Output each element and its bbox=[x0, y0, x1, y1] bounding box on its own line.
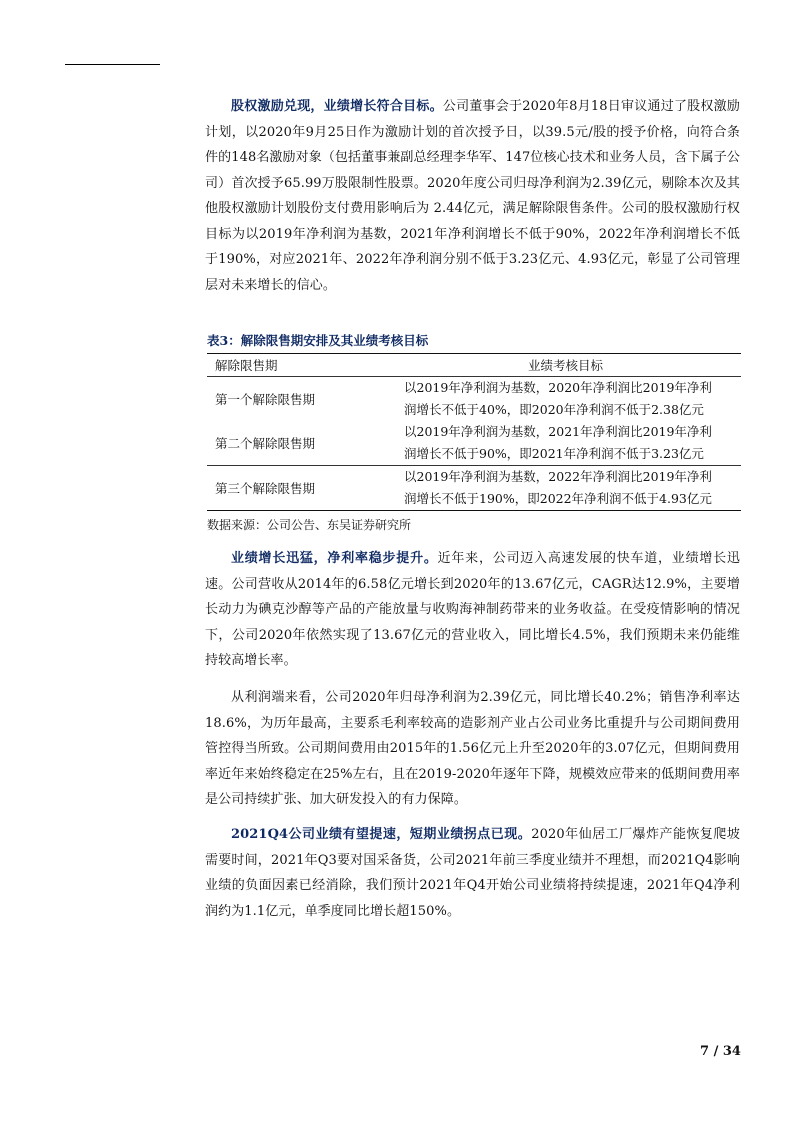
table-cell-stage: 第一个解除限售期 bbox=[215, 392, 316, 407]
page-number: 7 / 34 bbox=[700, 1044, 741, 1059]
table-header-row bbox=[207, 354, 741, 377]
target-line: 以2019年净利润为基数，2022年净利润比2019年净利 bbox=[404, 469, 712, 484]
table-row bbox=[207, 377, 741, 422]
header-rule bbox=[65, 64, 160, 65]
paragraph-body: 从利润端来看，公司2020年归母净利润为2.39亿元，同比增长40.2%；销售净利率达18.6%，为历年最高，主要系毛利率较高的造影剂产业占公司业务比重提升与公司期间费用管控得当所致。公司期间费用由2015年的1.56亿元上升至2020年的3.07亿元，但期间费用率近年来始终稳定在25%左右，且在2019-2020年逐年下降，规模效应带来的低期间费用率是公司持续扩张、加大研发投入的有力保障。 bbox=[205, 690, 740, 807]
performance-target-table bbox=[207, 353, 741, 511]
table-title: 表3：解除限售期安排及其业绩考核目标 bbox=[207, 333, 429, 348]
column-header-target: 业绩考核目标 bbox=[390, 354, 741, 377]
target-line: 润增长不低于90%，即2021年净利润不低于3.23亿元 bbox=[404, 446, 704, 461]
table-cell-target bbox=[390, 421, 741, 466]
table-cell-target bbox=[390, 377, 741, 422]
paragraph-revenue-growth bbox=[205, 546, 740, 674]
paragraph-body: 2020年仙居工厂爆炸产能恢复爬坡需要时间，2021年Q3要对国采备货，公司2021年前三季度业绩并不理想，而2021Q4影响业绩的负面因素已经消除，我们预计2021年Q4开始公司业绩将持续提速，2021年Q4净利润约为1.1亿元，单季度同比增长超150%。 bbox=[205, 827, 740, 919]
target-line: 润增长不低于40%，即2020年净利润不低于2.38亿元 bbox=[404, 402, 704, 417]
target-line: 润增长不低于190%，即2022年净利润不低于4.93亿元 bbox=[404, 491, 712, 506]
paragraph-body: 公司董事会于2020年8月18日审议通过了股权激励计划，以2020年9月25日作为激励计划的首次授予日，以39.5元/股的授予价格，向符合条件的148名激励对象（包括董事兼副总经理李华军、147位核心技术和业务人员，含下属子公司）首次授予65.99万股限制性股票。2020年度公司归母净利润为2.39亿元，剔除本次及其他股权激励计划股份支付费用影响后为 2.44亿元，满足解除限售条件。公司的股权激励行权目标为以2019年净利润为基数，2021年净利润增长不低于90%，2022年净利润增长不低于190%，对应2021年、2022年净利润分别不低于3.23亿元、4.93亿元，彰显了公司管理层对未来增长的信心。 bbox=[205, 99, 740, 293]
table-cell-target bbox=[390, 466, 741, 511]
paragraph-body: 近年来，公司迈入高速发展的快车道，业绩增长迅速。公司营收从2014年的6.58亿元增长到2020年的13.67亿元，CAGR达12.9%，主要增长动力为碘克沙醇等产品的产能放量与收购海神制药带来的业务收益。在受疫情影响的情况下，公司2020年依然实现了13.67亿元的营业收入，同比增长4.5%，我们预期未来仍能维持较高增长率。 bbox=[205, 551, 740, 668]
paragraph-lead: 股权激励兑现，业绩增长符合目标。 bbox=[231, 99, 443, 114]
paragraph-q4-outlook bbox=[205, 822, 740, 924]
target-line: 以2019年净利润为基数，2021年净利润比2019年净利 bbox=[404, 424, 712, 439]
paragraph-lead: 业绩增长迅猛，净利率稳步提升。 bbox=[231, 551, 438, 566]
table-source-note: 数据来源：公司公告、东吴证券研究所 bbox=[207, 518, 412, 532]
column-header-stage: 解除限售期 bbox=[207, 354, 390, 377]
table-row bbox=[207, 421, 741, 466]
paragraph-lead: 2021Q4公司业绩有望提速，短期业绩拐点已现。 bbox=[231, 827, 532, 842]
paragraph-equity-incentive bbox=[205, 94, 740, 298]
table-cell-stage: 第二个解除限售期 bbox=[215, 436, 316, 451]
table-cell-stage: 第三个解除限售期 bbox=[207, 466, 390, 511]
table-row bbox=[207, 466, 741, 511]
paragraph-profit-analysis bbox=[205, 685, 740, 813]
target-line: 以2019年净利润为基数，2020年净利润比2019年净利 bbox=[404, 380, 712, 395]
